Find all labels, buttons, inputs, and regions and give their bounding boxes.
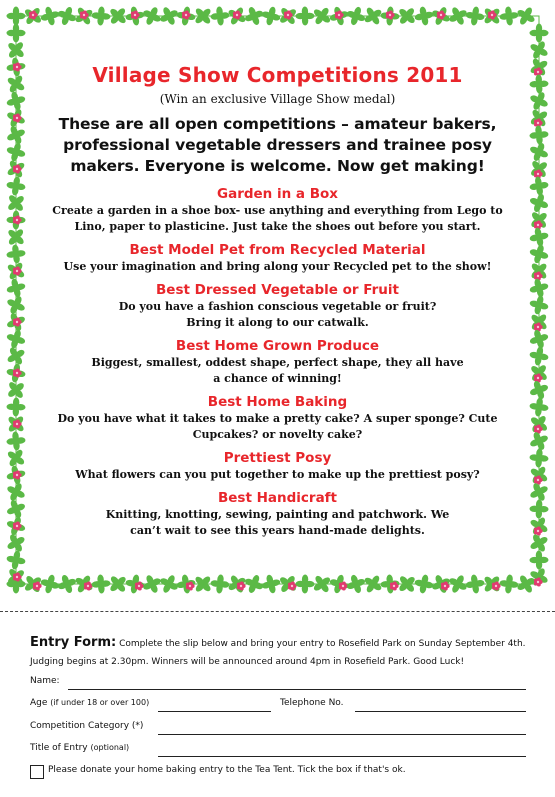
flower-petal-icon [389, 11, 393, 15]
flower-center-icon [338, 14, 340, 16]
flower-petal-icon [83, 11, 87, 15]
flower-petal-icon [393, 582, 397, 586]
flower-petal-icon [537, 323, 541, 327]
flower-petal-icon [16, 165, 20, 169]
flower-center-icon [16, 117, 18, 119]
flower-center-icon [16, 168, 18, 170]
competition-description: Do you have what it takes to make a pretty cake? A super sponge? Cute Cupcakes? or novelty cake? [57, 412, 498, 441]
entry-form-instructions: Complete the slip below and bring your entry to Rosefield Park on Sunday September 4th. Judging begins at 2.30pm. Winners will be announced around 4pm in Rosefield Park. Good Luck! [30, 639, 526, 667]
competition-title: Best Dressed Vegetable or Fruit [156, 282, 399, 298]
name-label: Name: [30, 676, 60, 686]
competition-best-home-baking [40, 393, 515, 443]
flower-center-icon [393, 585, 395, 587]
competition-description: Create a garden in a shoe box- use anything and everything from Lego to Lino, paper to plasticine. Just take the shoes out before you start. [52, 204, 503, 233]
leaf-icon [7, 30, 17, 36]
flower-petal-icon [537, 170, 541, 174]
flower-petal-icon [87, 582, 91, 586]
flower-center-icon [537, 530, 539, 532]
competition-best-home-grown-produce [40, 337, 515, 387]
flower-petal-icon [16, 471, 20, 475]
flower-center-icon [495, 585, 497, 587]
flower-petal-icon [537, 527, 541, 531]
flower-petal-icon [291, 582, 295, 586]
flower-center-icon [16, 66, 18, 68]
flower-center-icon [537, 377, 539, 379]
competition-prettiest-posy [40, 449, 515, 483]
flower-center-icon [16, 219, 18, 221]
name-field[interactable] [68, 689, 526, 690]
flower-petal-icon [440, 11, 444, 15]
competition-description: What flowers can you put together to make up the prettiest posy? [75, 468, 480, 481]
page-title: Village Show Competitions 2011 [92, 63, 463, 87]
telephone-label: Telephone No. [280, 698, 344, 708]
name-row [30, 676, 526, 690]
flower-petal-icon [16, 63, 20, 67]
flower-petal-icon [287, 11, 291, 15]
flower-center-icon [236, 14, 238, 16]
age-label: Age (if under 18 or over 100) [30, 698, 150, 708]
entry-form-heading: Entry Form: [30, 635, 117, 650]
age-field[interactable] [158, 711, 271, 712]
page-subtitle: (Win an exclusive Village Show medal) [159, 92, 396, 106]
flower-center-icon [537, 326, 539, 328]
cut-line-divider [0, 611, 555, 612]
flower-petal-icon [16, 114, 20, 118]
flower-center-icon [189, 585, 191, 587]
entry-form-intro [30, 634, 530, 671]
flower-center-icon [291, 585, 293, 587]
category-row [30, 721, 526, 735]
flower-center-icon [134, 14, 136, 16]
flower-petal-icon [491, 11, 495, 15]
flower-petal-icon [16, 318, 20, 322]
flower-center-icon [16, 474, 18, 476]
flower-center-icon [16, 576, 18, 578]
flower-center-icon [16, 423, 18, 425]
flower-center-icon [32, 14, 34, 16]
competition-list [40, 62, 515, 545]
flower-center-icon [389, 14, 391, 16]
competition-description: Use your imagination and bring along your Recycled pet to the show! [63, 260, 492, 273]
competition-best-model-pet [40, 241, 515, 275]
flower-center-icon [537, 479, 539, 481]
flower-petal-icon [236, 11, 240, 15]
telephone-field[interactable] [355, 711, 526, 712]
flower-center-icon [537, 428, 539, 430]
flower-center-icon [16, 372, 18, 374]
entry-form [30, 634, 530, 775]
age-telephone-row [30, 698, 526, 712]
flower-center-icon [83, 14, 85, 16]
donate-label: Please donate your home baking entry to the Tea Tent. Tick the box if that's ok. [48, 765, 406, 775]
flower-petal-icon [537, 374, 541, 378]
flower-petal-icon [36, 582, 40, 586]
flower-petal-icon [138, 582, 142, 586]
competition-title: Best Home Grown Produce [175, 338, 380, 354]
flower-petal-icon [537, 221, 541, 225]
flower-center-icon [537, 173, 539, 175]
competition-category-field[interactable] [158, 734, 526, 735]
flower-petal-icon [537, 476, 541, 480]
flower-petal-icon [16, 573, 20, 577]
competition-best-handicraft [40, 489, 515, 539]
flower-center-icon [444, 585, 446, 587]
leaf-icon [530, 30, 540, 36]
flower-petal-icon [16, 267, 20, 271]
leaf-icon [7, 13, 17, 19]
flower-center-icon [342, 585, 344, 587]
flower-center-icon [185, 14, 187, 16]
flower-petal-icon [16, 369, 20, 373]
flower-petal-icon [240, 582, 244, 586]
flower-petal-icon [495, 582, 499, 586]
flower-center-icon [87, 585, 89, 587]
flower-petal-icon [134, 11, 138, 15]
competition-title: Garden in a Box [217, 186, 338, 202]
flower-petal-icon [537, 68, 541, 72]
title-label: Title of Entry (optional) [30, 743, 130, 753]
competition-title: Best Model Pet from Recycled Material [129, 242, 426, 258]
flower-center-icon [16, 525, 18, 527]
flower-petal-icon [338, 11, 342, 15]
flower-center-icon [440, 14, 442, 16]
donate-checkbox[interactable] [30, 765, 44, 779]
flower-center-icon [491, 14, 493, 16]
intro-text: These are all open competitions – amateur bakers, professional vegetable dressers and trainee posy makers. Everyone is welcome. Now get making! [58, 115, 497, 175]
competition-title: Prettiest Posy [223, 450, 332, 466]
flower-petal-icon [32, 11, 36, 15]
title-of-entry-field[interactable] [158, 756, 526, 757]
category-label: Competition Category (*) [30, 721, 144, 731]
flower-petal-icon [444, 582, 448, 586]
competition-description: Biggest, smallest, oddest shape, perfect shape, they all have a chance of winning! [91, 356, 464, 385]
flower-center-icon [537, 275, 539, 277]
flower-petal-icon [16, 216, 20, 220]
flower-center-icon [16, 270, 18, 272]
donate-row [30, 765, 526, 779]
flower-center-icon [16, 321, 18, 323]
flower-center-icon [287, 14, 289, 16]
flower-petal-icon [16, 420, 20, 424]
flower-petal-icon [342, 582, 346, 586]
flower-petal-icon [185, 11, 189, 15]
competition-description: Do you have a fashion conscious vegetable or fruit? Bring it along to our catwalk. [118, 300, 437, 329]
flower-center-icon [36, 585, 38, 587]
flower-petal-icon [537, 272, 541, 276]
flower-petal-icon [537, 578, 541, 582]
competition-best-dressed-vegetable [40, 281, 515, 331]
flower-center-icon [537, 224, 539, 226]
flower-petal-icon [537, 425, 541, 429]
flower-center-icon [138, 585, 140, 587]
flower-center-icon [537, 122, 539, 124]
flower-petal-icon [16, 522, 20, 526]
competition-title: Best Handicraft [217, 490, 338, 506]
flower-petal-icon [189, 582, 193, 586]
competition-garden-in-a-box [40, 185, 515, 235]
competition-title: Best Home Baking [207, 394, 348, 410]
competition-description: Knitting, knotting, sewing, painting and patchwork. We can’t wait to see this years hand-made delights. [105, 508, 450, 537]
flower-center-icon [240, 585, 242, 587]
flower-petal-icon [537, 119, 541, 123]
flower-center-icon [537, 71, 539, 73]
title-row [30, 743, 526, 757]
flower-center-icon [537, 581, 539, 583]
